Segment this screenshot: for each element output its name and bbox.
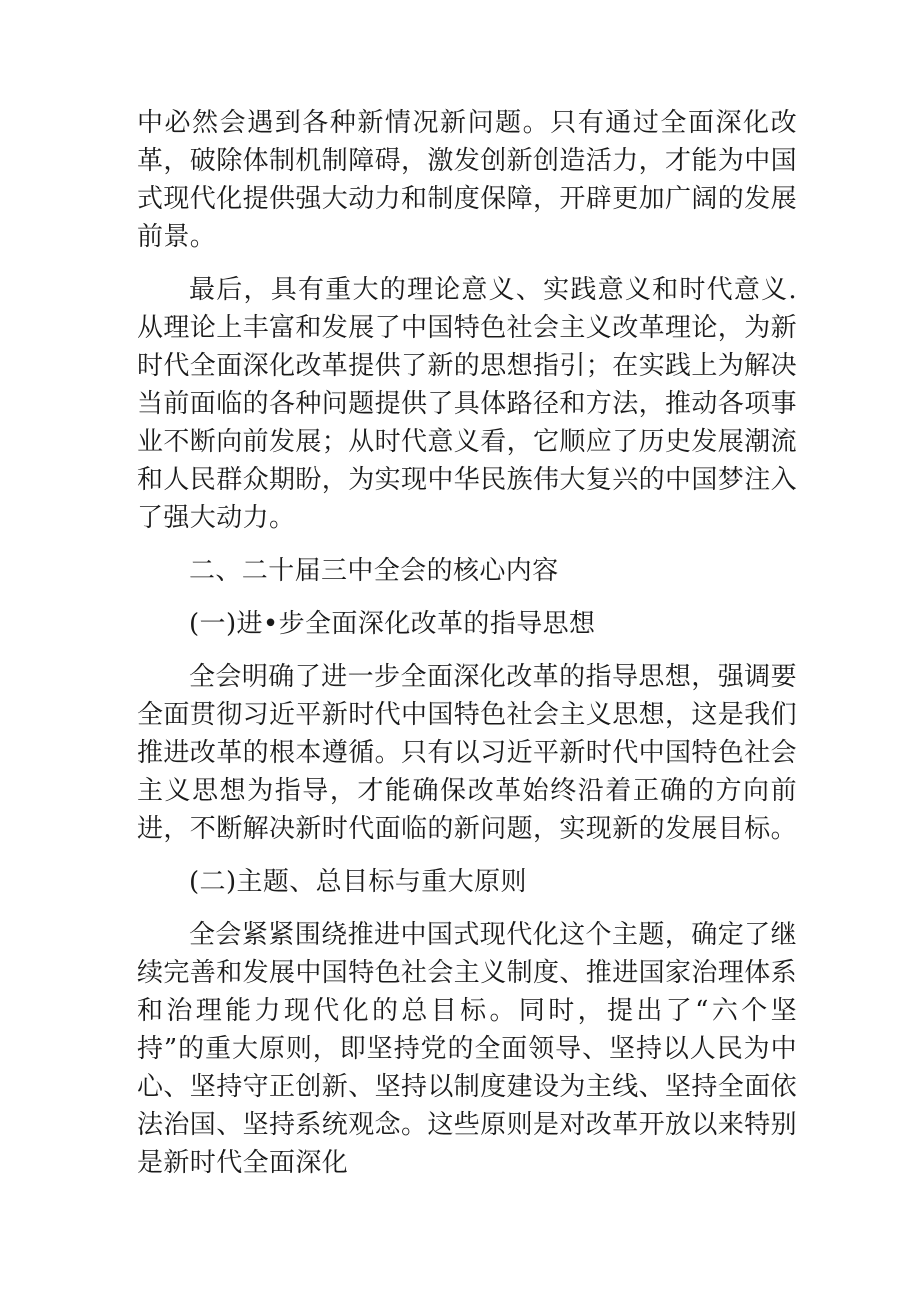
section-heading-core-content: 二、二十届三中全会的核心内容: [189, 556, 559, 586]
subheading-theme-goals-principles: (二)主题、总目标与重大原则: [189, 867, 527, 897]
document-body: [137, 104, 797, 1197]
paragraph-guiding-thought: 全会明确了进一步全面深化改革的指导思想，强调要全面贯彻习近平新时代中国特色社会主义思想，这是我们推进改革的根本遵循。只有以习近平新时代中国特色社会主义思想为指导，才能确保改革始终沿着正确的方向前进，不断解决新时代面临的新问题，实现新的发展目标。: [137, 662, 798, 844]
paragraph-theme-goals-principles: 全会紧紧围绕推进中国式现代化这个主题，确定了继续完善和发展中国特色社会主义制度、推进国家治理体系和治理能力现代化的总目标。同时，提出了“六个坚持”的重大原则，即坚持党的全面领导、坚持以人民为中心、坚持守正创新、坚持以制度建设为主线、坚持全面依法治国、坚持系统观念。这些原则是对改革开放以来特别是新时代全面深化: [137, 920, 798, 1178]
paragraph-significance: 最后，具有重大的理论意义、实践意义和时代意义.从理论上丰富和发展了中国特色社会主义改革理论，为新时代全面深化改革提供了新的思想指引；在实践上为解决当前面临的各种问题提供了具体路径和方法，推动各项事业不断向前发展；从时代意义看，它顺应了历史发展潮流和人民群众期盼，为实现中华民族伟大复兴的中国梦注入了强大动力。: [137, 275, 798, 533]
subheading-guiding-thought: (一)进•步全面深化改革的指导思想: [189, 609, 596, 639]
paragraph-continuation: 中必然会遇到各种新情况新问题。只有通过全面深化改革，破除体制机制障碍，激发创新创造活力，才能为中国式现代化提供强大动力和制度保障，开辟更加广阔的发展前景。: [137, 108, 798, 252]
